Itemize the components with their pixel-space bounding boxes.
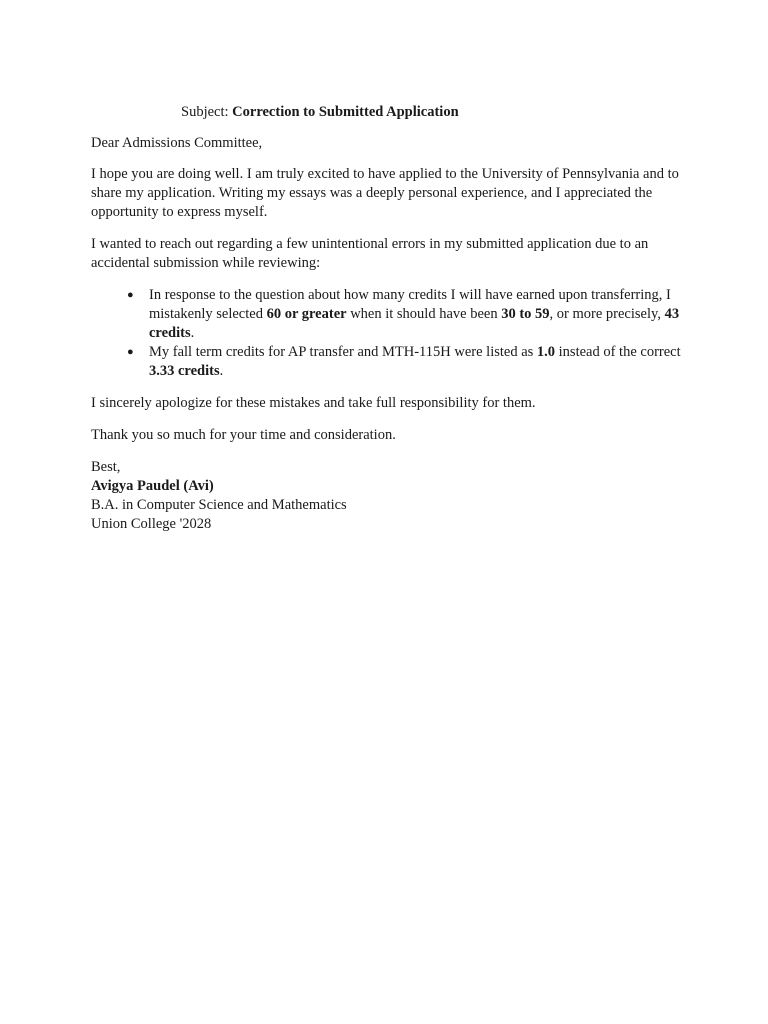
apology-paragraph: I sincerely apologize for these mistakes and take full responsibility for them. (91, 395, 536, 411)
list-item-text: instead of the correct (555, 344, 681, 360)
list-item-emphasis: 30 to 59 (501, 306, 550, 322)
signer-degree: B.A. in Computer Science and Mathematics (91, 497, 347, 513)
list-item-text: My fall term credits for AP transfer and MTH-115H were listed as (149, 344, 537, 360)
signature-block (91, 458, 681, 534)
letter-page (91, 103, 681, 534)
list-item-emphasis: 60 or greater (266, 306, 347, 322)
subject-label: Subject: (181, 104, 233, 120)
bullet-icon: ● (127, 346, 134, 358)
signer-name-text: Avigya Paudel (Avi) (91, 478, 214, 494)
list-item-text: In response to the question about how many credits I will have earned upon transferring, I mistakenly selected (149, 287, 671, 322)
list-item-text: . (190, 325, 195, 341)
closing: Best, (91, 459, 121, 475)
error-list (91, 286, 681, 381)
list-item-text: , or more precisely, (549, 306, 665, 322)
list-item-emphasis: 3.33 credits (149, 363, 220, 379)
subject-text: Correction to Submitted Application (232, 104, 459, 120)
greeting: Dear Admissions Committee, (91, 135, 263, 151)
subject-line (181, 103, 681, 122)
thanks-paragraph: Thank you so much for your time and consideration. (91, 427, 396, 443)
signer-school: Union College '2028 (91, 516, 212, 532)
list-item-text: when it should have been (346, 306, 502, 322)
list-item-emphasis: 43 credits (149, 306, 680, 341)
list-item-text: . (219, 363, 224, 379)
bullet-icon: ● (127, 289, 134, 301)
list-item-emphasis: 1.0 (536, 344, 556, 360)
signer-name (91, 477, 681, 496)
list-item (127, 286, 681, 343)
list-item (127, 343, 681, 381)
reason-paragraph: I wanted to reach out regarding a few unintentional errors in my submitted application due to an accidental submission while reviewing: (91, 236, 649, 271)
intro-paragraph: I hope you are doing well. I am truly excited to have applied to the University of Pennsylvania and to share my application. Writing my essays was a deeply personal experience, and I appreciated the opportunity to express myself. (91, 166, 679, 220)
